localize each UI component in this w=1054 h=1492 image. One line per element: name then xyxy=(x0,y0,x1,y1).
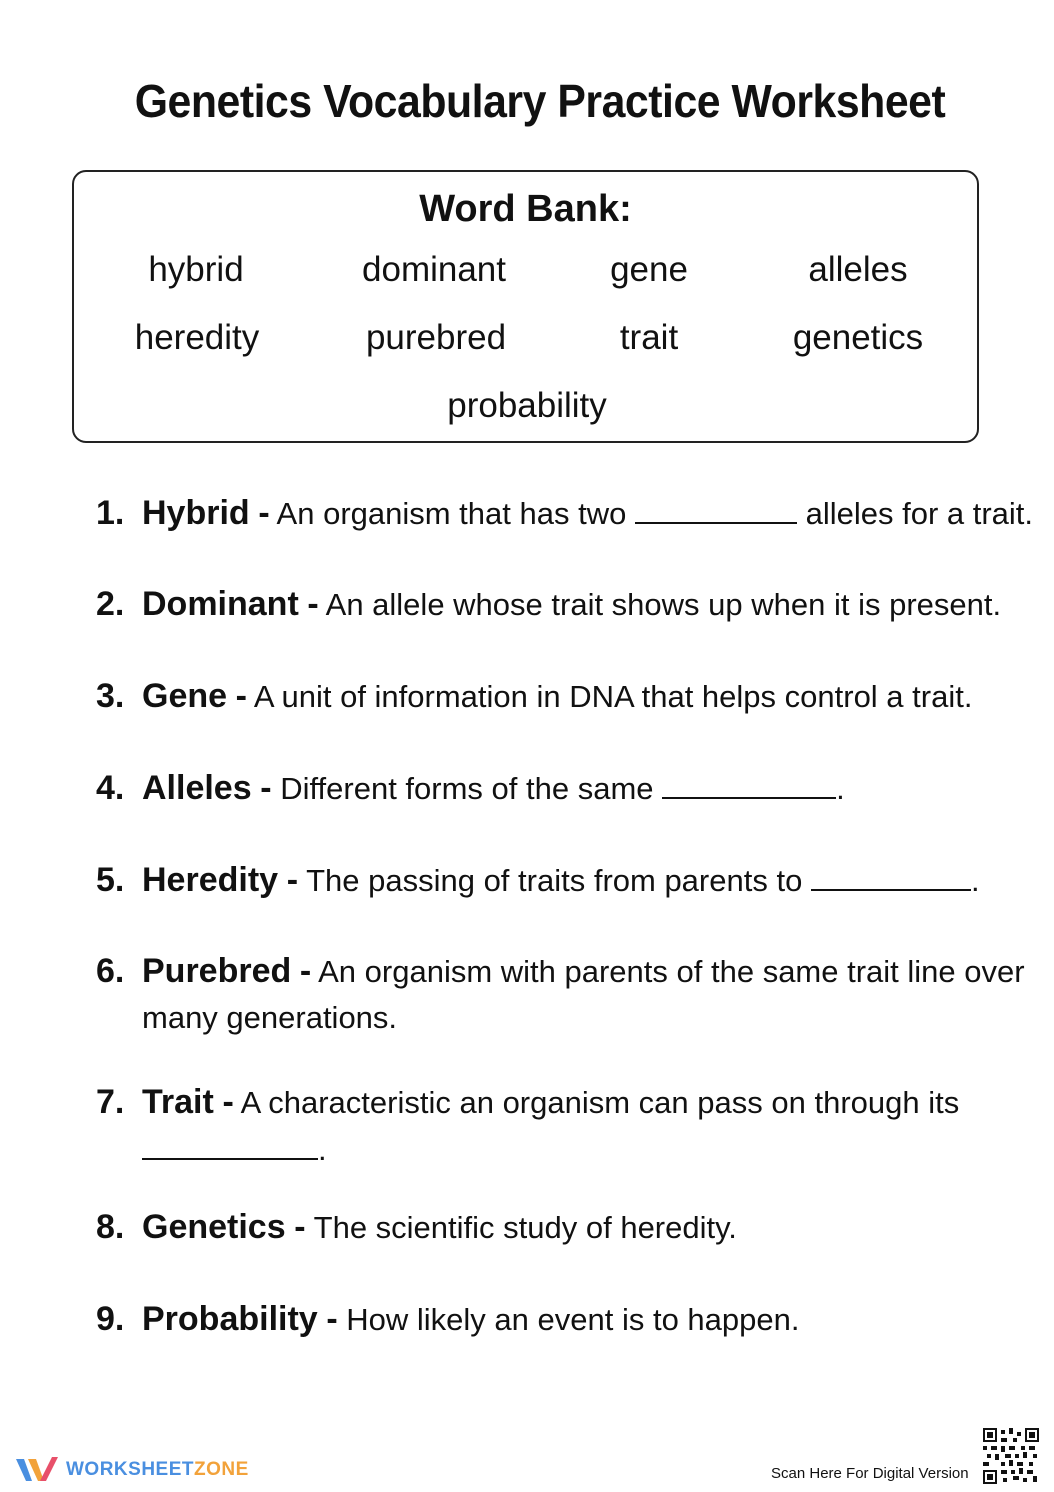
question-item-6 xyxy=(96,952,1025,991)
brand-name-part1: WORKSHEET xyxy=(66,1459,194,1480)
word-bank-heading: Word Bank: xyxy=(419,188,632,230)
question-text: An allele whose trait shows up when it is present. xyxy=(325,587,1002,622)
question-dash: - xyxy=(286,861,299,899)
brand-name-part2: ZONE xyxy=(194,1459,249,1480)
question-text: Different forms of the same xyxy=(280,771,654,806)
word-bank-word: alleles xyxy=(808,250,908,289)
question-number: 2. xyxy=(96,585,125,623)
word-bank-word: trait xyxy=(619,318,679,357)
answer-blank[interactable] xyxy=(635,496,797,524)
question-term: Gene xyxy=(142,677,228,715)
qr-code-icon[interactable] xyxy=(983,1428,1039,1484)
question-dash: - xyxy=(299,952,312,990)
question-term: Trait xyxy=(142,1083,214,1121)
word-bank-word: heredity xyxy=(134,318,260,357)
question-text: How likely an event is to happen. xyxy=(346,1302,800,1337)
question-number: 1. xyxy=(96,494,125,532)
answer-blank[interactable] xyxy=(811,863,971,891)
page-title: Genetics Vocabulary Practice Worksheet xyxy=(134,75,946,127)
question-number: 6. xyxy=(96,952,125,990)
question-text-after: . xyxy=(836,771,845,806)
question-term: Alleles xyxy=(142,769,252,807)
question-term: Dominant xyxy=(142,585,299,623)
question-item-3 xyxy=(96,677,972,716)
question-text-continued: many generations. xyxy=(142,1000,398,1035)
question-dash: - xyxy=(222,1083,234,1121)
question-number: 5. xyxy=(96,861,125,899)
question-number: 3. xyxy=(96,677,125,715)
worksheetzone-logo-icon xyxy=(16,1455,60,1485)
brand-logo[interactable] xyxy=(16,1455,249,1485)
question-dash: - xyxy=(326,1300,338,1338)
question-text-after: . xyxy=(318,1132,327,1167)
question-number: 7. xyxy=(96,1083,125,1121)
question-item-4 xyxy=(96,769,845,808)
brand-name xyxy=(66,1459,249,1481)
question-dash: - xyxy=(260,769,272,807)
question-number: 8. xyxy=(96,1208,125,1246)
question-text: A characteristic an organism can pass on through its xyxy=(240,1085,960,1120)
answer-blank[interactable] xyxy=(662,771,836,799)
question-text-after: alleles for a trait. xyxy=(805,496,1034,531)
question-dash: - xyxy=(258,494,270,532)
question-item-2 xyxy=(96,585,1001,624)
question-term: Hybrid xyxy=(142,494,250,532)
question-item-8 xyxy=(96,1208,737,1247)
word-bank-word: purebred xyxy=(365,318,507,357)
question-item-1 xyxy=(96,494,1033,533)
question-text-after: . xyxy=(970,863,980,898)
question-text: The passing of traits from parents to xyxy=(306,863,803,898)
question-number: 9. xyxy=(96,1300,125,1338)
question-blank-line xyxy=(142,1132,327,1168)
question-term: Purebred xyxy=(142,952,292,990)
word-bank-box xyxy=(72,170,979,443)
question-term: Heredity xyxy=(142,861,279,899)
question-text: A unit of information in DNA that helps control a trait. xyxy=(253,679,973,714)
word-bank-word: gene xyxy=(610,250,688,289)
question-term: Genetics xyxy=(142,1208,286,1246)
question-text: An organism that has two xyxy=(276,496,627,531)
answer-blank[interactable] xyxy=(142,1132,318,1160)
word-bank-word: genetics xyxy=(792,318,924,357)
question-term: Probability xyxy=(142,1300,318,1338)
question-item-7 xyxy=(96,1083,959,1122)
word-bank-word: probability xyxy=(447,386,607,425)
question-dash: - xyxy=(235,677,247,715)
question-item-9 xyxy=(96,1300,800,1339)
question-dash: - xyxy=(294,1208,306,1246)
question-dash: - xyxy=(307,585,319,623)
word-bank-word: dominant xyxy=(362,250,506,289)
question-text: The scientific study of heredity. xyxy=(313,1210,737,1245)
question-text: An organism with parents of the same trait line over xyxy=(318,954,1025,989)
question-number: 4. xyxy=(96,769,125,807)
scan-caption: Scan Here For Digital Version xyxy=(771,1465,969,1482)
word-bank-word: hybrid xyxy=(148,250,244,289)
question-item-5 xyxy=(96,861,980,900)
